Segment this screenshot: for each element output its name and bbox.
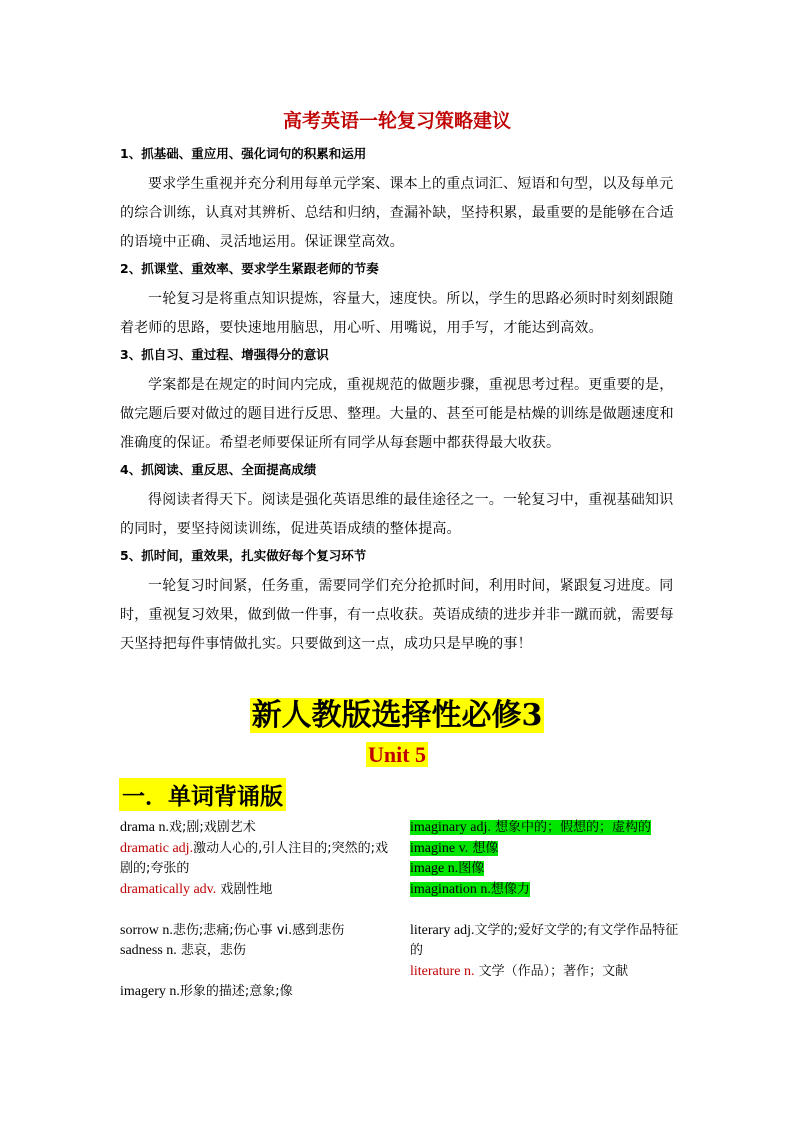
page-title: 高考英语一轮复习策略建议 [282,110,511,132]
vocab-word: drama n. [120,820,169,835]
vocab-entry-body [410,861,484,876]
vocab-meaning: 文学的;爱好文学的;有文学作品特征的 [410,922,679,958]
spacer [120,900,395,921]
vocab-word: dramatic adj. [120,840,194,856]
spacer [120,962,395,983]
section-text: 一轮复习时间紧，任务重，需要同学们充分抢抓时间，利用时间，紧跟复习进度。同时，重视复习效果，做到做一件事，有一点收获。英语成绩的进步并非一蹴而就，需要每天坚持把每件事情做扎实。只要做到这一点，成功只是早晚的事！ [120,578,674,652]
vocab-meaning: 悲伤;悲痛;伤心事 vi.感到悲伤 [172,922,345,938]
vocab-meaning: 戏;剧;戏剧艺术 [168,820,256,835]
vocab-entry [410,880,685,901]
vocab-entry [410,921,685,962]
spacer [410,900,685,921]
vocab-entry [410,962,685,983]
section-text: 要求学生重视并充分利用每单元学案、课本上的重点词汇、短语和句型，以及每单元的综合训练，认真对其辨析、总结和归纳，查漏补缺，坚持积累，最重要的是能够在合适的语境中正确、灵活地运用。保证课堂高效。 [120,176,674,250]
section-5 [120,544,680,659]
section-text: 一轮复习是将重点知识提炼，容量大，速度快。所以，学生的思路必须时时刻刻跟随着老师的思路，要快速地用脑思，用心听、用嘴说，用手写，才能达到高效。 [120,291,674,336]
section-heading: 5、抓时间，重效果，扎实做好每个复习环节 [120,548,367,563]
vocab-column-right [410,818,685,982]
vocab-entry [410,839,685,860]
vocab-meaning: 想像力 [490,881,530,897]
vocab-entry [410,859,685,880]
vocab-entry-body [120,841,388,877]
vocab-entry-body [410,923,678,959]
book-title-text: 新人教版选择性必修3 [251,698,543,733]
vocab-column-left [120,818,395,1003]
section-heading: 4、抓阅读、重反思、全面提高成绩 [120,462,317,477]
vocab-meaning: 戏剧性地 [216,881,273,897]
unit-title-text: Unit 5 [367,742,427,767]
vocab-entry [120,818,395,839]
vocab-word: imaginary adj. [410,820,491,835]
section-1 [120,142,680,257]
vocab-entry [120,941,395,962]
vocab-entry [120,880,395,901]
vocab-meaning: 激动人心的,引人注目的;突然的;戏剧的;夸张的 [120,840,388,876]
vocab-entry-body [410,964,628,979]
vocab-word: literary adj. [410,922,475,938]
vocab-entry [120,921,395,942]
vocab-entry-body [120,882,272,897]
vocab-meaning: 想像 [468,840,499,856]
vocab-entry-body [120,820,256,835]
section-heading: 2、抓课堂、重效率、要求学生紧跟老师的节奏 [120,261,379,276]
vocab-entry [120,982,395,1003]
vocab-entry-body [410,882,530,897]
vocab-word: literature n. [410,963,475,979]
vocab-word: image n. [410,861,459,876]
vocab-meaning: 形象的描述;意象;像 [179,984,293,999]
vocab-word: sorrow n. [120,922,173,938]
vocab-entry-body [410,820,651,835]
vocab-word: imagine v. [410,840,469,856]
vocab-entry-body [120,923,344,938]
section-4 [120,458,680,544]
vocab-word: dramatically adv. [120,881,217,897]
vocab-word: sadness n. [120,943,177,958]
section-text: 学案都是在规定的时间内完成，重视规范的做题步骤，重视思考过程。更重要的是，做完题后要对做过的题目进行反思、整理。大量的、甚至可能是枯燥的训练是做题速度和准确度的保证。希望老师要保证所有同学从每套题中都获得最大收获。 [120,377,674,451]
section-text: 得阅读者得天下。阅读是强化英语思维的最佳途径之一。一轮复习中，重视基础知识的同时，要坚持阅读训练，促进英语成绩的整体提高。 [120,492,674,537]
book-title [0,690,794,734]
vocab-entry [120,839,395,880]
unit-title [0,742,794,768]
vocab-meaning: 悲哀，悲伤 [176,943,246,958]
vocab-meaning: 想象中的；假想的；虚构的 [490,820,652,835]
vocab-entry-body [410,841,498,856]
section-heading: 1、抓基础、重应用、强化词句的积累和运用 [120,146,367,161]
strategy-sections [120,142,680,659]
vocab-word: imagination n. [410,881,491,897]
vocab-meaning: 文学（作品）；著作；文献 [474,963,629,979]
vocab-meaning: 图像 [458,861,485,876]
vocab-entry [410,818,685,839]
vocab-entry-body [120,943,246,958]
vocab-word: imagery n. [120,984,180,999]
vocab-entry-body [120,984,293,999]
section-3 [120,343,680,458]
vocab-heading: 一．单词背诵版 [119,778,286,811]
section-2 [120,257,680,343]
section-heading: 3、抓自习、重过程、增强得分的意识 [120,347,329,362]
